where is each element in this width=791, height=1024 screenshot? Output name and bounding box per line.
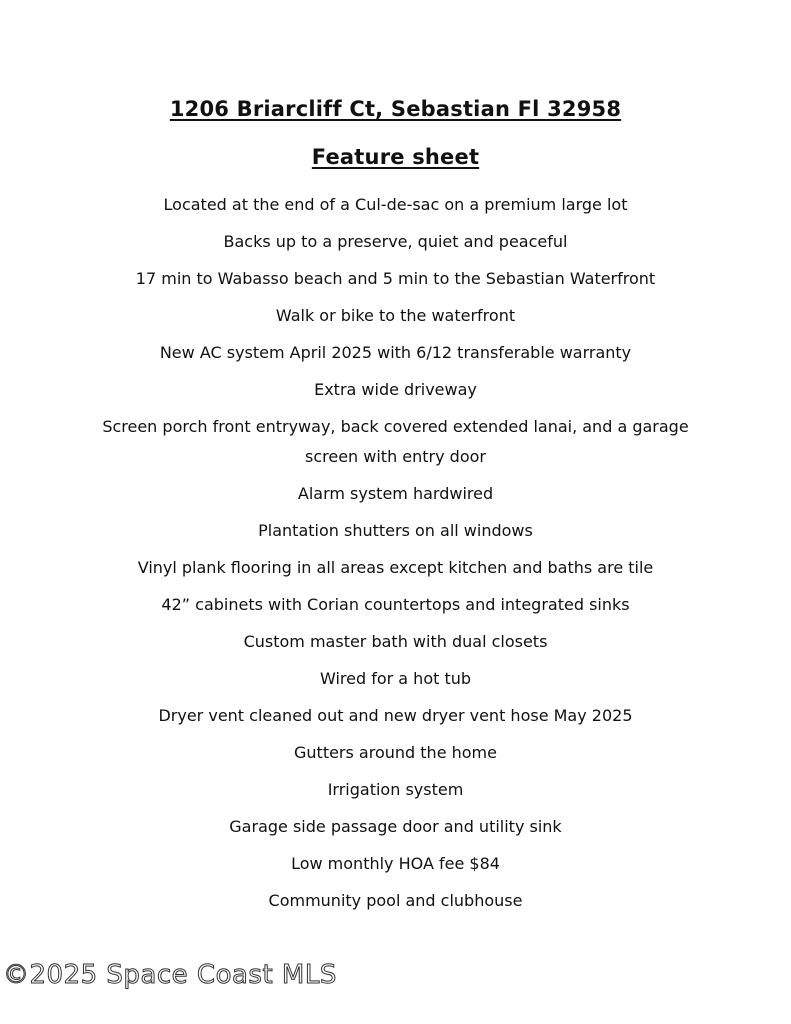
feature-item: 42” cabinets with Corian countertops and integrated sinks xyxy=(161,594,630,614)
feature-item: Screen porch front entryway, back covered extended lanai, and a garage screen with entry door xyxy=(102,417,689,466)
feature-item: Low monthly HOA fee $84 xyxy=(291,853,500,873)
feature-item: Garage side passage door and utility sink xyxy=(229,816,562,836)
feature-item: Plantation shutters on all windows xyxy=(258,520,533,540)
feature-item: Vinyl plank flooring in all areas except kitchen and baths are tile xyxy=(137,557,654,577)
feature-item: Custom master bath with dual closets xyxy=(243,631,548,651)
feature-item: Gutters around the home xyxy=(294,742,497,762)
feature-item: Extra wide driveway xyxy=(314,380,477,399)
feature-item: New AC system April 2025 with 6/12 transferable warranty xyxy=(159,343,632,362)
property-address-title: 1206 Briarcliff Ct, Sebastian Fl 32958 xyxy=(169,97,622,121)
feature-item: Located at the end of a Cul-de-sac on a premium large lot xyxy=(163,195,628,214)
feature-item: Backs up to a preserve, quiet and peaceful xyxy=(223,232,568,251)
feature-item: Walk or bike to the waterfront xyxy=(275,306,516,325)
feature-item: Dryer vent cleaned out and new dryer vent hose May 2025 xyxy=(158,705,633,725)
feature-item: Wired for a hot tub xyxy=(319,668,472,688)
feature-item: Irrigation system xyxy=(327,779,464,799)
feature-sheet-heading: Feature sheet xyxy=(311,145,480,169)
feature-item: Alarm system hardwired xyxy=(297,483,494,503)
feature-item: 17 min to Wabasso beach and 5 min to the Sebastian Waterfront xyxy=(135,269,656,288)
mls-copyright-watermark: ©2025 Space Coast MLS xyxy=(3,960,337,990)
feature-list xyxy=(100,190,691,923)
feature-item: Community pool and clubhouse xyxy=(268,890,523,910)
